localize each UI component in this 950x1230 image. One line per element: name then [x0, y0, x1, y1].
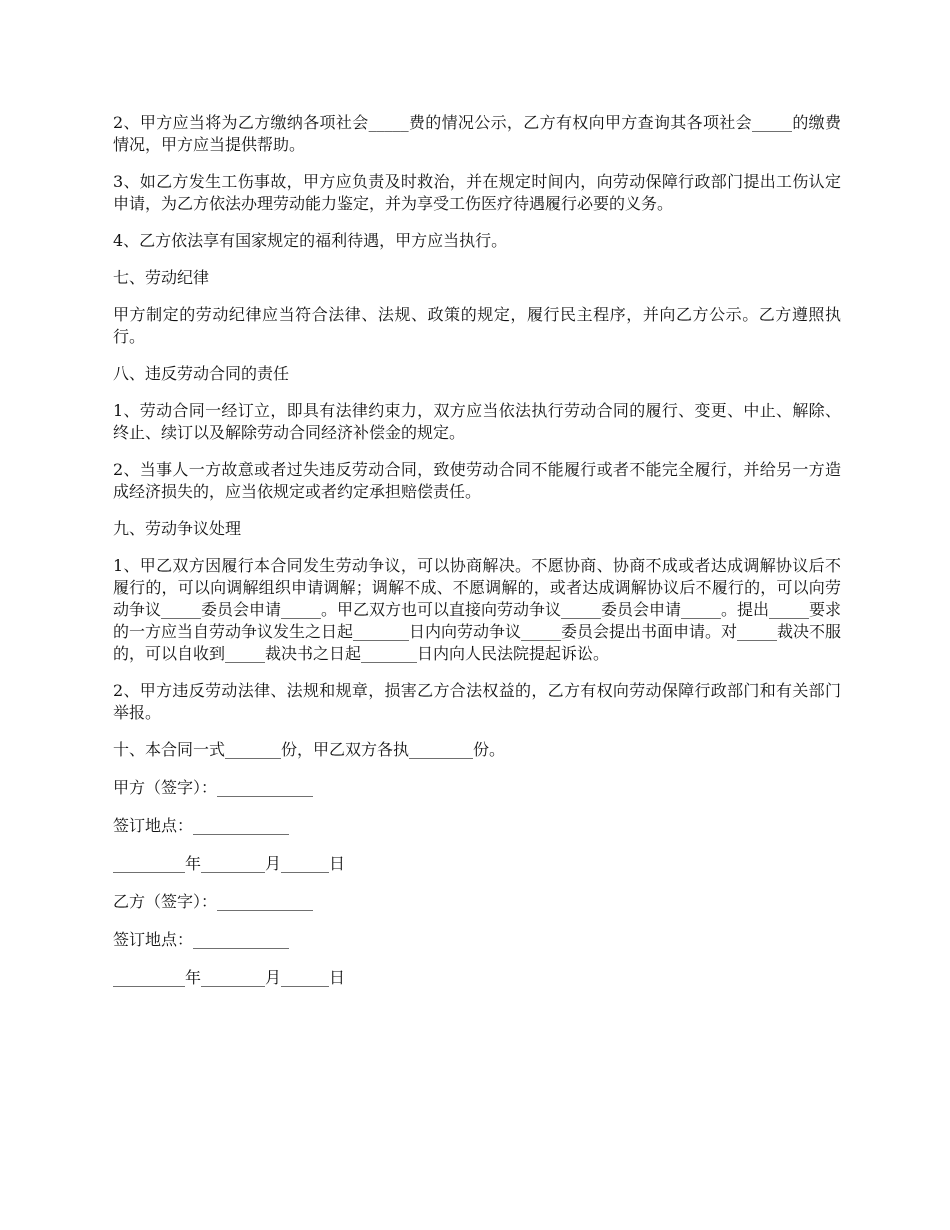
paragraph-report-violation: 2、甲方违反劳动法律、法规和规章，损害乙方合法权益的，乙方有权向劳动保障行政部门和有关部门举报。 [113, 681, 841, 722]
section-heading-dispute-handling: 九、劳动争议处理 [113, 519, 242, 538]
party-b-signature-line: 乙方（签字）：____________ [113, 892, 314, 911]
paragraph-dispute-resolution: 1、甲乙双方因履行本合同发生劳动争议，可以协商解决。不愿协商、协商不成或者达成调解协议后不履行的，可以向调解组织申请调解；调解不成、不愿调解的，或者达成调解协议后不履行的，可以向劳动争议_____委员会申请_____。甲乙双方也可以直接向劳动争议_____委员会申请_____。提出_____要求的一方应当自劳动争议发生之日起_______日内向劳动争议_____委员会提出书面申请。对_____裁决不服的，可以自收到_____裁决书之日起_______日内向人民法院提起诉讼。 [113, 556, 842, 663]
paragraph-labor-discipline: 甲方制定的劳动纪律应当符合法律、法规、政策的规定，履行民主程序，并向乙方公示。乙方遵照执行。 [113, 305, 841, 346]
section-heading-breach-liability: 八、违反劳动合同的责任 [113, 364, 290, 383]
paragraph-contract-copies: 十、本合同一式_______份，甲乙双方各执________份。 [113, 740, 506, 759]
paragraph-work-injury: 3、如乙方发生工伤事故，甲方应负责及时救治，并在规定时间内，向劳动保障行政部门提出工伤认定申请，为乙方依法办理劳动能力鉴定，并为享受工伤医疗待遇履行必要的义务。 [113, 172, 841, 213]
paragraph-breach-compensation: 2、当事人一方故意或者过失违反劳动合同，致使劳动合同不能履行或者不能完全履行，并给另一方造成经济损失的，应当依规定或者约定承担赔偿责任。 [113, 460, 841, 501]
party-a-signature-line: 甲方（签字）：____________ [113, 778, 314, 797]
party-b-signing-place: 签订地点：____________ [113, 930, 290, 949]
party-a-signing-place: 签订地点：____________ [113, 816, 290, 835]
document-body [113, 112, 841, 1005]
paragraph-welfare: 4、乙方依法享有国家规定的福利待遇，甲方应当执行。 [113, 231, 508, 250]
party-b-date-line: _________年________月______日 [113, 968, 346, 987]
paragraph-contract-binding: 1、劳动合同一经订立，即具有法律约束力，双方应当依法执行劳动合同的履行、变更、中止、解除、终止、续订以及解除劳动合同经济补偿金的规定。 [113, 401, 841, 442]
paragraph-social-insurance-disclosure: 2、甲方应当将为乙方缴纳各项社会_____费的情况公示，乙方有权向甲方查询其各项社会_____的缴费情况，甲方应当提供帮助。 [113, 113, 841, 154]
section-heading-labor-discipline: 七、劳动纪律 [113, 268, 210, 287]
party-a-date-line: _________年________月______日 [113, 854, 346, 873]
